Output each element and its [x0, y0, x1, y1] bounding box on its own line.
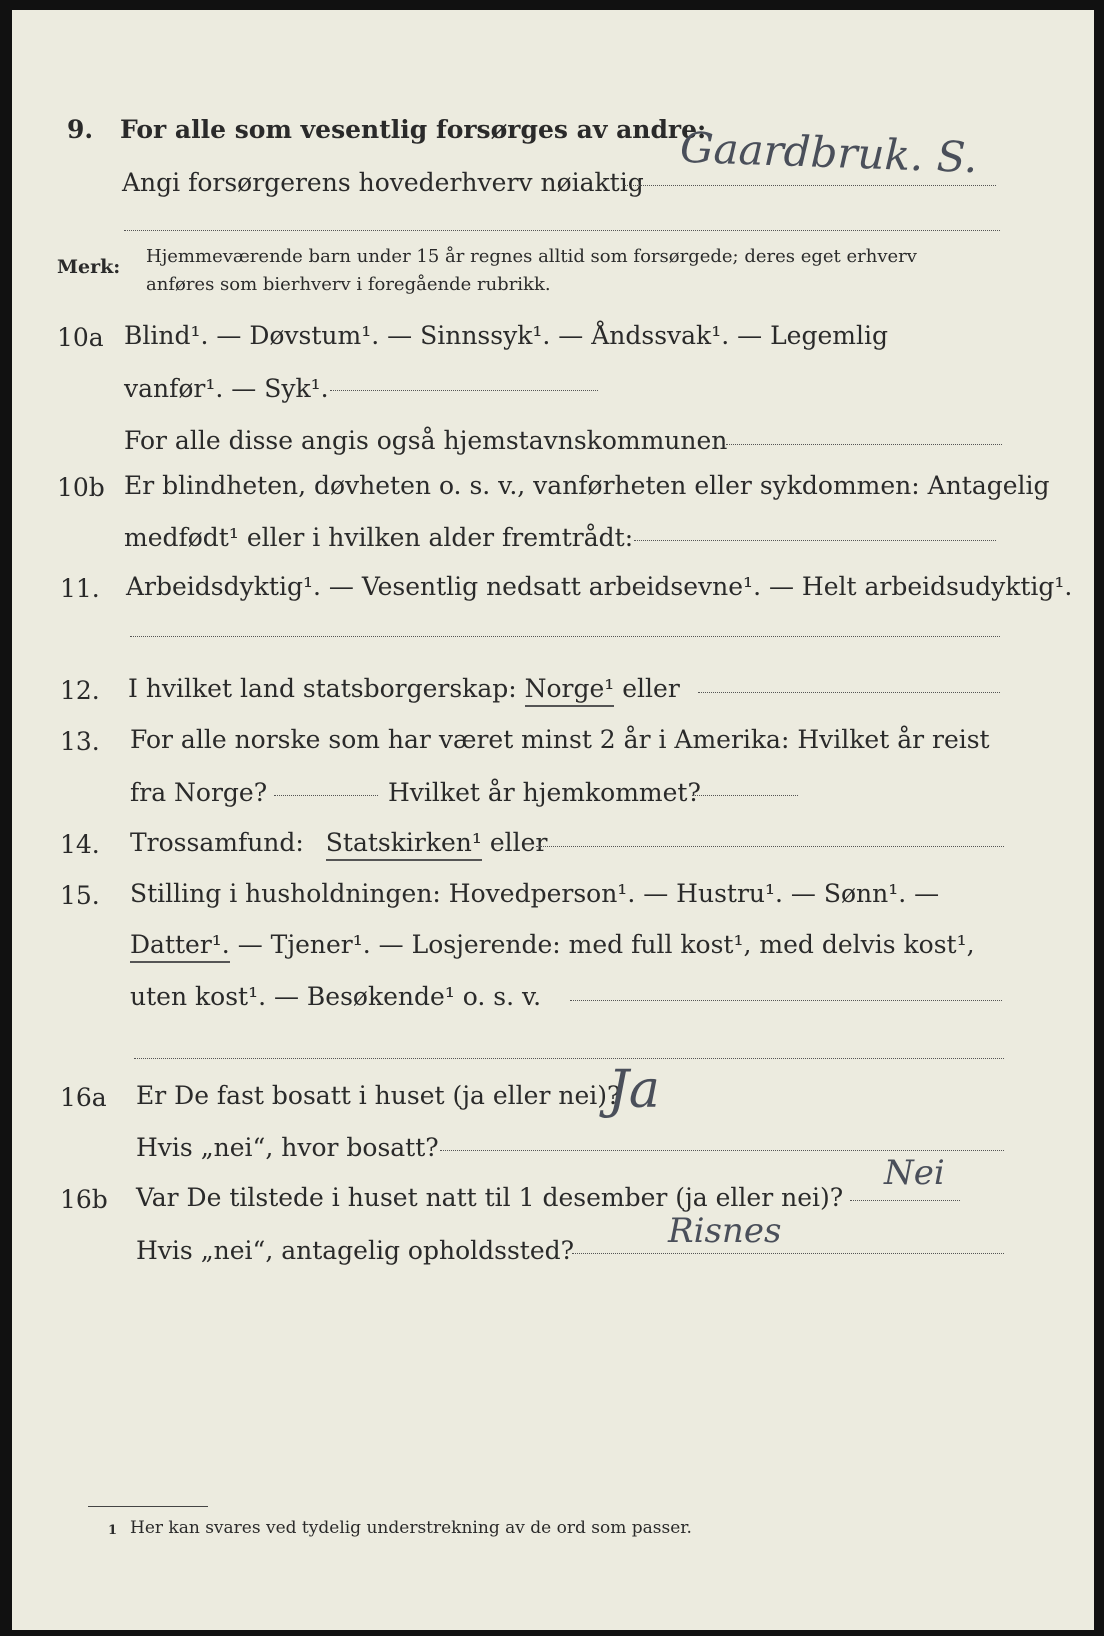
q10a-line1: Blind¹. — Døvstum¹. — Sinnssyk¹. — Åndssvak¹. — Legemlig: [124, 321, 888, 350]
q15-line3: uten kost¹. — Besøkende¹ o. s. v.: [130, 982, 542, 1011]
answer-line: [572, 1253, 1004, 1254]
q12-post: eller: [622, 674, 680, 703]
underlined-norge: Norge¹: [525, 674, 615, 707]
q15-line2: [130, 932, 975, 957]
handwritten-answer-q16b: Nei: [884, 1153, 945, 1193]
merk-label: Merk:: [57, 256, 121, 278]
footnote-text: Her kan svares ved tydelig understrekning av de ord som passer.: [130, 1518, 692, 1538]
answer-line: [850, 1200, 960, 1201]
q10a-line3: For alle disse angis også hjemstavnskommunen: [124, 426, 728, 455]
q16b-line2: Hvis „nei“, antagelig opholdssted?: [136, 1236, 575, 1265]
answer-line: [440, 1150, 1004, 1151]
q15-line2-rest: — Tjener¹. — Losjerende: med full kost¹, med delvis kost¹,: [237, 930, 975, 959]
answer-line: [274, 795, 378, 796]
q14-pre: Trossamfund:: [130, 828, 304, 857]
q10a-line2: vanfør¹. — Syk¹.: [124, 374, 329, 403]
answer-line: [134, 1058, 1004, 1059]
q9-line2: Angi forsørgerens hovederhverv nøiaktig: [122, 168, 644, 197]
question-number: 9.: [67, 115, 94, 144]
merk-line2: anføres som bierhverv i foregående rubrikk.: [146, 274, 551, 295]
q13-line2b: Hvilket år hjemkommet?: [388, 778, 701, 807]
handwritten-answer-place: Risnes: [668, 1211, 782, 1251]
footnote-mark: 1: [108, 1523, 118, 1538]
question-number: 14.: [60, 830, 100, 859]
q12-pre: I hvilket land statsborgerskap:: [128, 674, 517, 703]
q15-line1: Stilling i husholdningen: Hovedperson¹. — Hustru¹. — Sønn¹. —: [130, 879, 940, 908]
answer-line: [624, 185, 996, 186]
answer-line: [570, 1000, 1002, 1001]
q10b-line2: medfødt¹ eller i hvilken alder fremtrådt:: [124, 523, 634, 552]
footnote-rule: [88, 1506, 208, 1507]
underlined-datter: Datter¹.: [130, 930, 230, 963]
answer-line: [124, 230, 1000, 231]
handwritten-answer-q16a: Ja: [608, 1060, 660, 1120]
question-number: 10a: [57, 323, 104, 352]
handwritten-answer-q9: Gaardbruk. S.: [679, 122, 979, 183]
q12-line: [128, 676, 680, 701]
answer-line: [698, 692, 1000, 693]
question-number: 16b: [60, 1185, 108, 1214]
q10b-line1: Er blindheten, døvheten o. s. v., vanførheten eller sykdommen: Antagelig: [124, 471, 1050, 500]
q14-post: eller: [489, 828, 548, 857]
q14-line: [130, 830, 547, 855]
q13-line2a: fra Norge?: [130, 778, 268, 807]
answer-line: [692, 795, 798, 796]
q16a-line1: Er De fast bosatt i huset (ja eller nei)?: [136, 1081, 621, 1110]
q11-line1: Arbeidsdyktig¹. — Vesentlig nedsatt arbeidsevne¹. — Helt arbeidsudyktig¹.: [126, 572, 1073, 601]
census-form-page: [12, 10, 1094, 1630]
answer-line: [726, 444, 1002, 445]
question-number: 10b: [57, 473, 105, 502]
question-number: 12.: [60, 676, 100, 705]
answer-line: [130, 636, 1000, 637]
answer-line: [536, 846, 1004, 847]
q9-line1: For alle som vesentlig forsørges av andre:: [120, 115, 707, 144]
answer-line: [634, 540, 996, 541]
q16a-line2: Hvis „nei“, hvor bosatt?: [136, 1133, 439, 1162]
q16b-line1: Var De tilstede i huset natt til 1 desember (ja eller nei)?: [136, 1183, 844, 1212]
underlined-statskirken: Statskirken¹: [326, 828, 482, 861]
merk-line1: Hjemmeværende barn under 15 år regnes alltid som forsørgede; deres eget erhverv: [146, 246, 917, 267]
answer-line: [330, 390, 598, 391]
question-number: 11.: [60, 574, 100, 603]
q13-line1: For alle norske som har været minst 2 år i Amerika: Hvilket år reist: [130, 725, 990, 754]
question-number: 16a: [60, 1083, 107, 1112]
question-number: 15.: [60, 881, 100, 910]
question-number: 13.: [60, 727, 100, 756]
